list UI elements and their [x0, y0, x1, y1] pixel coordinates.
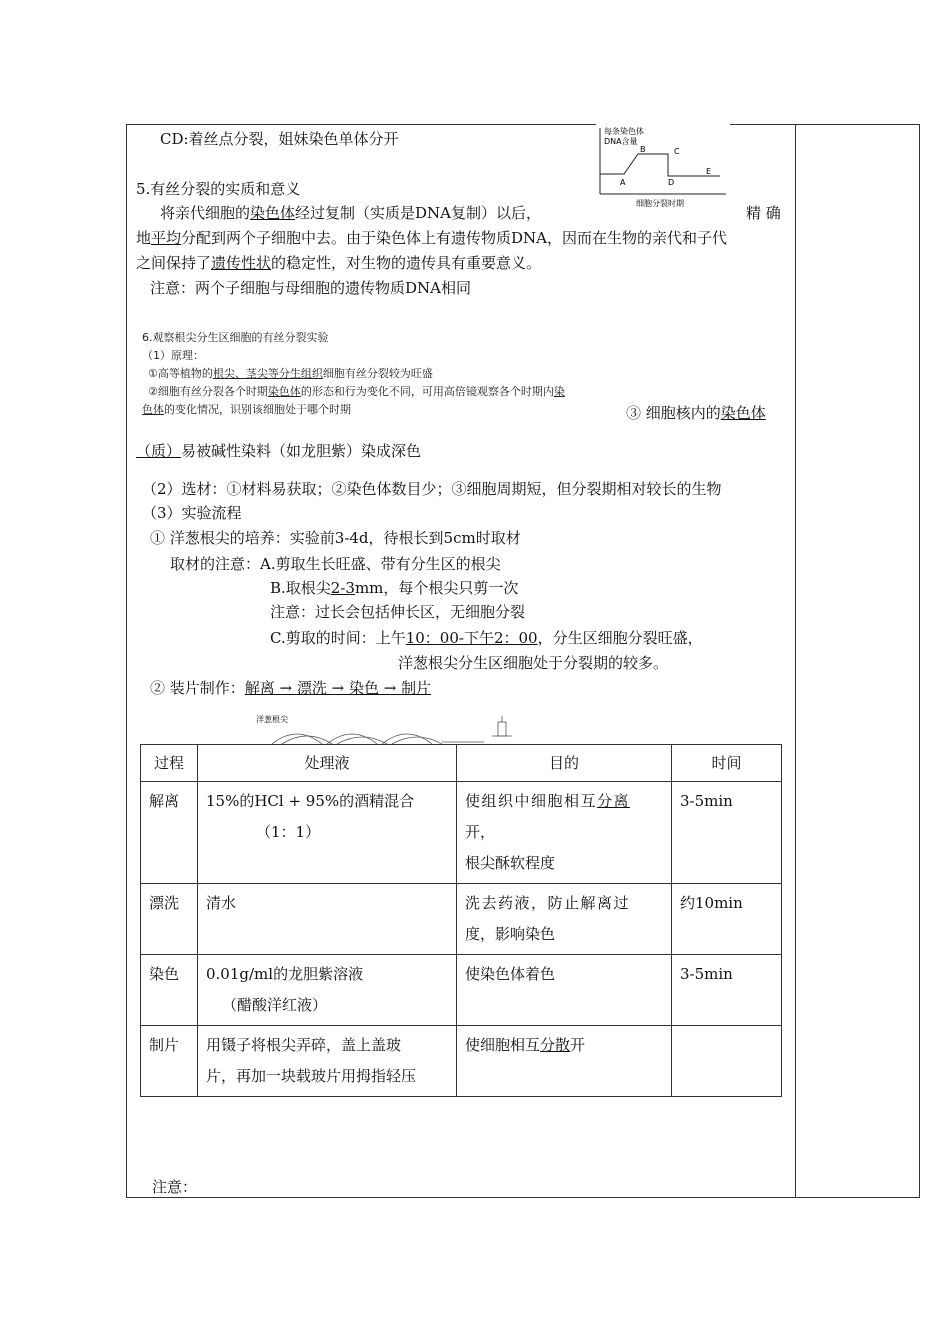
cell-time: 3-5min — [672, 782, 782, 884]
cell-time — [672, 1026, 782, 1097]
sec6-principle: （1）原理： — [142, 349, 204, 362]
graph-ylabel2: DNA含量 — [604, 137, 638, 146]
table-row — [141, 955, 782, 1026]
table-row — [141, 1026, 782, 1097]
sec6-step2: ② 装片制作：解离 → 漂洗 → 染色 → 制片 — [150, 679, 432, 697]
cell-process: 解离 — [141, 782, 198, 884]
graph-point-b: B — [640, 145, 646, 154]
graph-ylabel1: 每条染色体 — [604, 127, 644, 136]
graph-point-c: C — [674, 147, 680, 156]
sec5-note: 注意：两个子细胞与母细胞的遗传物质DNA相同 — [150, 279, 471, 297]
table-row — [141, 782, 782, 884]
graph-point-a: A — [620, 178, 626, 187]
footer-note: 注意： — [152, 1178, 198, 1196]
sec6-take-c: C.剪取的时间：上午10：00-下午2：00，分生区细胞分裂旺盛， — [270, 629, 703, 647]
sec5-title: 5.有丝分裂的实质和意义 — [136, 180, 301, 198]
sec6-material: （2）选材：①材料易获取；②染色体数目少；③细胞周期短，但分裂期相对较长的生物 — [142, 480, 722, 498]
sec6-process: （3）实验流程 — [142, 504, 242, 522]
sec6-take-c-cont: 洋葱根尖分生区细胞处于分裂期的较多。 — [398, 654, 669, 672]
dna-content-graph — [596, 124, 730, 210]
sec6-take-a: 取材的注意：A.剪取生长旺盛、带有分生区的根尖 — [170, 555, 501, 573]
onion-root-illustration — [252, 712, 522, 744]
table-header-row — [141, 745, 782, 782]
header-aim: 目的 — [457, 745, 672, 782]
cell-aim: 使组织中细胞相互分离 开， 根尖酥软程度 — [457, 782, 672, 884]
procedure-table — [140, 744, 782, 1097]
cell-time: 约10min — [672, 884, 782, 955]
graph-xlabel: 细胞分裂时期 — [636, 199, 684, 208]
cell-process: 制片 — [141, 1026, 198, 1097]
cell-solution: 15%的HCl + 95%的酒精混合 （1：1） — [198, 782, 457, 884]
sec6-take-b: B.取根尖2-3mm，每个根尖只剪一次 — [270, 579, 519, 597]
sec5-para-line1-end: 精 确 — [746, 204, 781, 222]
graph-point-e: E — [706, 167, 712, 176]
sec6-step1: ① 洋葱根尖的培养：实验前3-4d，待根长到5cm时取材 — [150, 529, 521, 547]
column-divider — [795, 124, 796, 1198]
sec6-title: 6.观察根尖分生区细胞的有丝分裂实验 — [142, 331, 329, 344]
cell-aim: 使细胞相互分散开 — [457, 1026, 672, 1097]
table-row — [141, 884, 782, 955]
sec6-take-note: 注意：过长会包括伸长区，无细胞分裂 — [270, 603, 526, 621]
sec5-para-line3: 之间保持了遗传性状的稳定性，对生物的遗传具有重要意义。 — [136, 254, 542, 272]
sec6-principle-2-cont: 色体的变化情况，识别该细胞处于哪个时期 — [142, 403, 351, 416]
graph-point-d: D — [668, 178, 675, 187]
fig-label: 洋葱根尖 — [256, 715, 288, 724]
header-solution: 处理液 — [198, 745, 457, 782]
sec6-principle-2: ②细胞有丝分裂各个时期染色体的形态和行为变化不同，可用高倍镜观察各个时期内染 — [148, 385, 565, 398]
cell-process: 染色 — [141, 955, 198, 1026]
cell-aim: 使染色体着色 — [457, 955, 672, 1026]
cell-solution: 清水 — [198, 884, 457, 955]
cell-process: 漂洗 — [141, 884, 198, 955]
cell-solution: 0.01g/ml的龙胆紫溶液 （醋酸洋红液） — [198, 955, 457, 1026]
sec6-principle-1: ①高等植物的根尖、茎尖等分生组织细胞有丝分裂较为旺盛 — [148, 367, 433, 380]
cd-line: CD:着丝点分裂，姐妹染色单体分开 — [160, 130, 399, 148]
sec5-para-line2: 地平均分配到两个子细胞中去。由于染色体上有遗传物质DNA，因而在生物的亲代和子代 — [136, 229, 728, 247]
sec5-para-line1: 将亲代细胞的染色体经过复制（实质是DNA复制）以后， — [160, 204, 542, 222]
cell-solution: 用镊子将根尖弄碎，盖上盖玻 片，再加一块载玻片用拇指轻压 — [198, 1026, 457, 1097]
header-time: 时间 — [672, 745, 782, 782]
header-process: 过程 — [141, 745, 198, 782]
cell-aim: 洗去药液，防止解离过 度，影响染色 — [457, 884, 672, 955]
cell-time: 3-5min — [672, 955, 782, 1026]
sec6-principle-3: ③ 细胞核内的染色体 — [626, 404, 766, 422]
sec6-principle-3-cont: （质）易被碱性染料（如龙胆紫）染成深色 — [136, 442, 422, 460]
